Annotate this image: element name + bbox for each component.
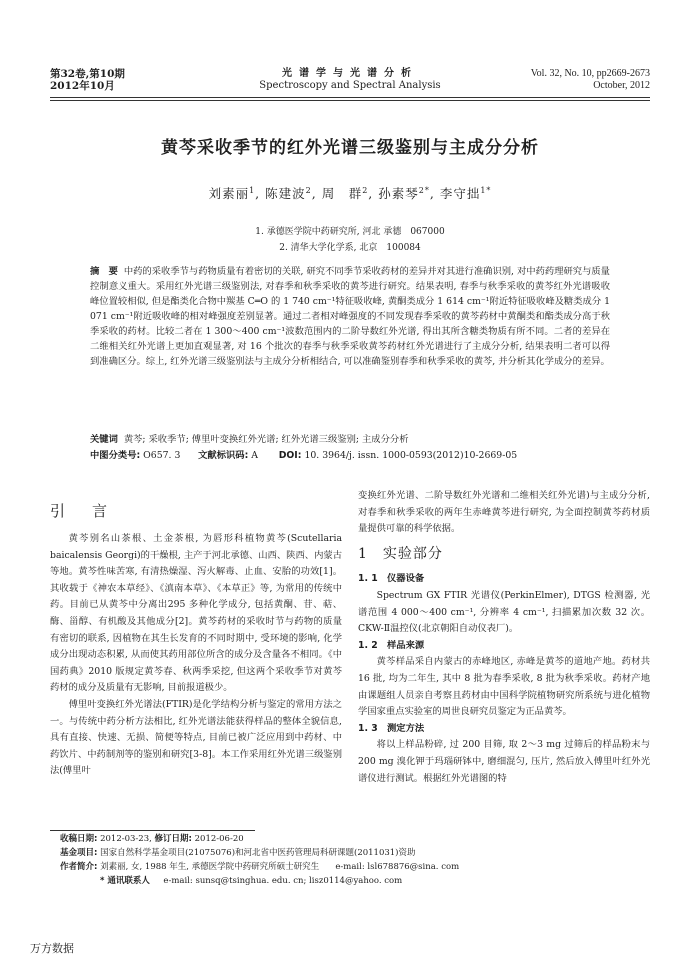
journal-name-cn: 光谱学与光谱分析	[282, 68, 418, 79]
abstract	[90, 264, 610, 369]
abstract-label: 摘 要	[90, 266, 118, 277]
clc-label: 中图分类号:	[90, 450, 141, 461]
watermark: 万方数据	[30, 942, 74, 955]
paper-title: 黄芩采收季节的红外光谱三级鉴别与主成分分析	[161, 138, 539, 158]
subsection-heading: 1. 2 样品来源	[358, 639, 425, 651]
journal-issue-cn	[50, 68, 125, 92]
keywords-text: 黄芩; 采收季节; 傅里叶变换红外光谱; 红外光谱三级鉴别; 主成分分析	[123, 434, 409, 445]
paragraph: 变换红外光谱、二阶导数红外光谱和二维相关红外光谱)与主成分分析, 对春季和秋季采收的两年生赤峰黄芩进行研究, 为全面控制黄芩药材质量提供可靠的科学依据。	[358, 490, 650, 535]
affiliation: 2. 清华大学化学系, 北京 100084	[279, 243, 421, 253]
footnote-correspondence	[60, 874, 650, 888]
footnotes	[60, 832, 650, 888]
header-rule-thin	[50, 100, 650, 101]
footnote-author	[60, 860, 650, 874]
author-bio-label: 作者简介:	[60, 862, 98, 872]
abstract-text: 中药的采收季节与药物质量有着密切的关联, 研究不同季节采收药材的差异并对其进行准确识别, 对中药药理研究与质量控制意义重大。采用红外光谱三级鉴别法, 对春季和秋季采收的黄芩进行研究。结果表明, 春季与秋季采收的黄芩红外光谱吸收峰位置较相似, 但是酯类化合物中羰基 C═O 的 1 740 cm⁻¹特征吸收峰, 黄酮类成分 1 614 cm⁻¹附近特征吸收峰及糖类成分 1 071 cm⁻¹附近吸收峰的相对峰强度差别显著。通过二者相对峰强度的不同发现春季采收的黄芩药材中黄酮类和酯类成分高于秋季采收的药材。比较二者在 1 300～400 cm⁻¹波数范围内的二阶导数红外光谱, 得出其所含糖类物质有所不同。二者的差异在二维相关红外光谱上更加直观显著, 对 16 个批次的春季与秋季采收黄芩药材红外光谱进行了主成分分析, 结果表明二者可以得到准确区分。综上, 红外光谱三级鉴别法与主成分分析相结合, 可以准确鉴别春季和秋季采收的黄芩, 并分析其化学成分的差异。	[90, 266, 610, 367]
corresponding-email: e-mail: sunsq@tsinghua. edu. cn; lisz0114@yahoo. com	[163, 876, 403, 886]
revised-label: 修订日期:	[154, 834, 192, 844]
author: 李守拙$^{1*}$	[439, 185, 492, 201]
footnote-dates	[60, 832, 650, 846]
classification-line	[90, 448, 610, 463]
journal-issue-en	[531, 68, 650, 92]
intro-heading: 引 言	[50, 502, 114, 520]
keywords	[90, 432, 610, 447]
received-value: 2012-03-23,	[100, 834, 152, 844]
author-email: e-mail: lsl678876@sina. com	[335, 862, 460, 872]
paragraph: 黄芩样品采自内蒙古的赤峰地区, 赤峰是黄芩的道地产地。药材共 16 批, 均为二年生, 其中 8 批为春季采收, 8 批为秋季采收。药材产地由课题组人员亲自考察且药材由中国科学院植物研究所系统与进化植物学国家重点实验室的周世良研究员鉴定为正品黄芩。	[358, 656, 650, 718]
journal-name-en: Spectroscopy and Spectral Analysis	[259, 80, 441, 91]
paragraph: 傅里叶变换红外光谱法(FTIR)是化学结构分析与鉴定的常用方法之一。与传统中药分析方法相比, 红外光谱法能获得样品的整体全貌信息, 具有直接、快速、无损、简便等特点, 目前已被广泛应用到中药材、中药饮片、中药制剂等的鉴别和研究[3-8]。本工作采用红外光谱三级鉴别法(傅里叶	[50, 698, 342, 777]
clc-value: O657. 3	[143, 450, 181, 461]
section-heading: 1 实验部分	[358, 545, 443, 562]
affiliation: 1. 承德医学院中药研究所, 河北 承德 067000	[255, 227, 445, 237]
volume-pages-en: Vol. 32, No. 10, pp2669-2673	[530, 68, 650, 79]
doc-code-label: 文献标识码:	[198, 450, 249, 461]
subsection-heading: 1. 3 测定方法	[358, 722, 425, 734]
affiliations	[50, 224, 650, 256]
paragraph: Spectrum GX FTIR 光谱仪(PerkinElmer), DTGS 检测器, 光谱范围 4 000～400 cm⁻¹, 分辨率 4 cm⁻¹, 扫描累加次数 32 次。CKW-Ⅱ温控仪(北京朝阳自动仪表厂)。	[358, 589, 650, 635]
right-column	[358, 488, 650, 787]
header-rule-thick	[50, 97, 650, 98]
intro-body	[50, 531, 342, 780]
paragraph: 黄芩别名山茶根、土金茶根, 为唇形科植物黄芩(Scutellaria baicalensis Georgi)的干燥根, 主产于河北承德、山西、陕西、内蒙古等地。黄芩性味苦寒, 有清热燥湿、泻火解毒、止血、安胎的功效[1]。其收载于《神农本草经》、《滇南本草》、《本草正》等, 为常用的传统中药。目前已从黄芩中分离出295 多种化学成分, 包括黄酮、苷、萜、酶、甾醇、有机酸及其他成分[2]。黄芩药材的采收时节与药物的质量有密切的联系, 因植物在其生长发育的不同时期中, 受环境的影响, 化学成分出现动态积累, 从而使其药用部位所含的成分及含量各不相同。《中国药典》2010 版规定黄芩春、秋两季采挖, 但这两个采收季节对黄芩药材的成分及质量有无影响, 目前报道极少。	[50, 533, 342, 694]
corresponding-label: * 通讯联系人	[100, 876, 150, 886]
author-list: 刘素丽$^1$, 陈建波$^2$, 周 群$^2$, 孙素琴$^{2*}$, 李守拙$^{1*}$	[208, 185, 492, 201]
author: 陈建波$^2$	[265, 185, 312, 201]
author: 周 群$^2$	[321, 185, 369, 201]
author-bio-value: 刘素丽, 女, 1988 年生, 承德医学院中药研究所硕士研究生	[100, 862, 320, 872]
journal-name	[230, 68, 470, 92]
date-cn: 2012年10月	[50, 80, 115, 92]
author: 孙素琴$^{2*}$	[378, 185, 430, 201]
doi-label: DOI:	[278, 450, 302, 461]
footnote-fund	[60, 846, 650, 860]
paragraph: 将以上样品粉碎, 过 200 目筛, 取 2～3 mg 过筛后的样品粉末与 200 mg 溴化钾于玛瑙研钵中, 磨细混匀, 压片, 然后放入傅里叶红外光谱仪进行测试。根据红外光谱图的特	[358, 739, 650, 784]
keywords-label: 关键词	[90, 434, 118, 445]
date-en: October, 2012	[593, 80, 650, 91]
subsection-heading: 1. 1 仪器设备	[358, 573, 425, 585]
doi-value: 10. 3964/j. issn. 1000-0593(2012)10-2669-05	[304, 450, 518, 461]
footnote-rule	[50, 830, 255, 831]
author: 刘素丽$^1$	[208, 185, 256, 201]
revised-value: 2012-06-20	[194, 834, 244, 844]
fund-value: 国家自然科学基金项目(21075076)和河北省中医药管理局科研课题(2011031)资助	[100, 848, 416, 858]
fund-label: 基金项目:	[60, 848, 98, 858]
doc-code-value: A	[251, 450, 258, 461]
volume-issue-cn: 第32卷,第10期	[50, 68, 125, 80]
received-label: 收稿日期:	[60, 834, 98, 844]
